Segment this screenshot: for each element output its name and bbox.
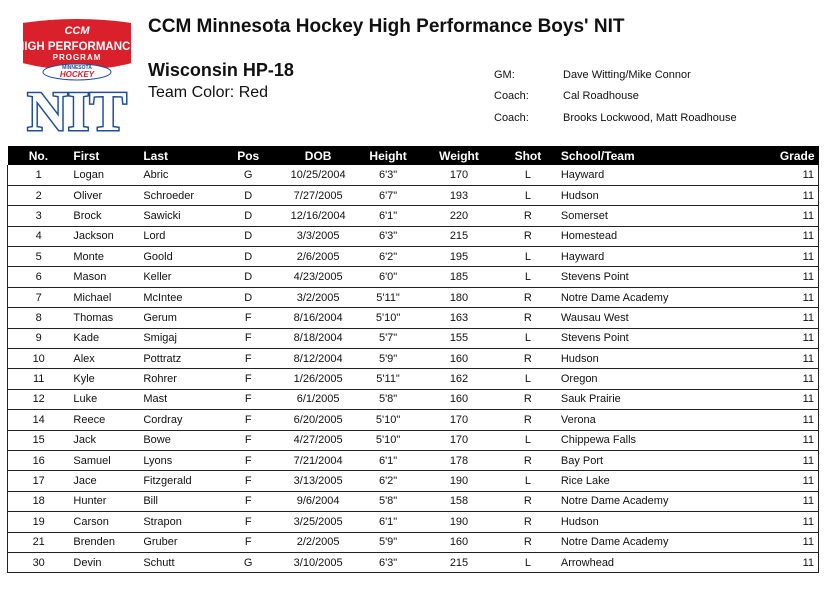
cell-school: Sauk Prairie	[557, 389, 743, 409]
cell-pos: F	[217, 369, 279, 389]
cell-no: 4	[8, 226, 70, 246]
cell-grade: 11	[743, 185, 819, 205]
column-header-pos: Pos	[217, 146, 279, 165]
table-row	[8, 512, 819, 532]
cell-weight: 170	[419, 165, 499, 185]
cell-no: 12	[8, 389, 70, 409]
cell-school: Somerset	[557, 206, 743, 226]
cell-school: Verona	[557, 410, 743, 430]
cell-grade: 11	[743, 226, 819, 246]
cell-last: Bill	[139, 491, 217, 511]
cell-shot: L	[499, 552, 557, 572]
cell-height: 6'1"	[357, 512, 419, 532]
cell-no: 5	[8, 247, 70, 267]
logo-line2: PROGRAM	[52, 53, 102, 62]
cell-dob: 3/10/2005	[279, 552, 357, 572]
cell-shot: R	[499, 226, 557, 246]
cell-dob: 9/6/2004	[279, 491, 357, 511]
cell-weight: 160	[419, 349, 499, 369]
cell-last: Sawicki	[139, 206, 217, 226]
cell-dob: 2/6/2005	[279, 247, 357, 267]
cell-first: Brock	[69, 206, 139, 226]
cell-last: Goold	[139, 247, 217, 267]
cell-height: 5'8"	[357, 491, 419, 511]
cell-height: 6'3"	[357, 226, 419, 246]
cell-pos: F	[217, 450, 279, 470]
table-row	[8, 165, 819, 185]
column-header-last: Last	[139, 146, 217, 165]
cell-grade: 11	[743, 165, 819, 185]
table-row	[8, 471, 819, 491]
table-row	[8, 491, 819, 511]
cell-grade: 11	[743, 512, 819, 532]
cell-shot: R	[499, 287, 557, 307]
cell-no: 11	[8, 369, 70, 389]
cell-no: 14	[8, 410, 70, 430]
cell-first: Thomas	[69, 308, 139, 328]
cell-school: Stevens Point	[557, 267, 743, 287]
cell-height: 6'1"	[357, 450, 419, 470]
column-header-no: No.	[8, 146, 70, 165]
cell-grade: 11	[743, 450, 819, 470]
cell-school: Wausau West	[557, 308, 743, 328]
column-header-grade: Grade	[743, 146, 819, 165]
table-row	[8, 328, 819, 348]
cell-first: Samuel	[69, 450, 139, 470]
roster-table	[7, 146, 819, 573]
cell-pos: D	[217, 185, 279, 205]
table-row	[8, 206, 819, 226]
table-row	[8, 369, 819, 389]
table-row	[8, 349, 819, 369]
nit-logo	[14, 12, 140, 136]
cell-first: Mason	[69, 267, 139, 287]
cell-weight: 158	[419, 491, 499, 511]
cell-last: Keller	[139, 267, 217, 287]
cell-height: 6'2"	[357, 247, 419, 267]
cell-height: 5'8"	[357, 389, 419, 409]
cell-height: 5'9"	[357, 349, 419, 369]
cell-last: Lyons	[139, 450, 217, 470]
cell-no: 15	[8, 430, 70, 450]
cell-dob: 10/25/2004	[279, 165, 357, 185]
cell-last: Fitzgerald	[139, 471, 217, 491]
cell-no: 8	[8, 308, 70, 328]
cell-height: 6'3"	[357, 552, 419, 572]
cell-pos: D	[217, 267, 279, 287]
cell-height: 5'11"	[357, 287, 419, 307]
cell-height: 5'10"	[357, 430, 419, 450]
cell-grade: 11	[743, 369, 819, 389]
cell-height: 6'0"	[357, 267, 419, 287]
cell-no: 9	[8, 328, 70, 348]
column-header-height: Height	[357, 146, 419, 165]
cell-pos: F	[217, 512, 279, 532]
cell-first: Oliver	[69, 185, 139, 205]
cell-school: Notre Dame Academy	[557, 491, 743, 511]
table-header-row	[8, 146, 819, 165]
cell-weight: 160	[419, 532, 499, 552]
cell-dob: 1/26/2005	[279, 369, 357, 389]
cell-shot: R	[499, 206, 557, 226]
cell-pos: F	[217, 471, 279, 491]
cell-last: Gruber	[139, 532, 217, 552]
cell-school: Notre Dame Academy	[557, 532, 743, 552]
staff-role: GM:	[494, 68, 515, 81]
cell-first: Devin	[69, 552, 139, 572]
cell-last: Rohrer	[139, 369, 217, 389]
cell-dob: 8/18/2004	[279, 328, 357, 348]
cell-first: Alex	[69, 349, 139, 369]
table-row	[8, 410, 819, 430]
cell-dob: 3/2/2005	[279, 287, 357, 307]
cell-pos: F	[217, 410, 279, 430]
cell-shot: R	[499, 491, 557, 511]
cell-no: 7	[8, 287, 70, 307]
cell-weight: 195	[419, 247, 499, 267]
cell-grade: 11	[743, 328, 819, 348]
cell-first: Brenden	[69, 532, 139, 552]
column-header-weight: Weight	[419, 146, 499, 165]
cell-first: Hunter	[69, 491, 139, 511]
cell-school: Hayward	[557, 165, 743, 185]
cell-weight: 185	[419, 267, 499, 287]
table-row	[8, 389, 819, 409]
cell-dob: 4/23/2005	[279, 267, 357, 287]
logo-brand: CCM	[64, 25, 90, 37]
cell-last: McIntee	[139, 287, 217, 307]
cell-first: Jack	[69, 430, 139, 450]
cell-grade: 11	[743, 491, 819, 511]
team-name: Wisconsin HP-18	[148, 60, 294, 80]
table-row	[8, 532, 819, 552]
cell-weight: 170	[419, 430, 499, 450]
cell-no: 6	[8, 267, 70, 287]
cell-first: Monte	[69, 247, 139, 267]
cell-no: 16	[8, 450, 70, 470]
staff-row-coach	[494, 107, 737, 129]
staff-role: Coach:	[494, 111, 529, 124]
column-header-school: School/Team	[557, 146, 743, 165]
cell-height: 5'7"	[357, 328, 419, 348]
cell-shot: R	[499, 512, 557, 532]
cell-pos: F	[217, 491, 279, 511]
page-title: CCM Minnesota Hockey High Performance Boys' NIT	[148, 16, 625, 37]
cell-last: Schroeder	[139, 185, 217, 205]
cell-grade: 11	[743, 287, 819, 307]
cell-dob: 2/2/2005	[279, 532, 357, 552]
cell-weight: 220	[419, 206, 499, 226]
cell-shot: L	[499, 328, 557, 348]
cell-grade: 11	[743, 471, 819, 491]
cell-first: Jace	[69, 471, 139, 491]
cell-weight: 162	[419, 369, 499, 389]
cell-shot: L	[499, 430, 557, 450]
table-row	[8, 308, 819, 328]
cell-last: Strapon	[139, 512, 217, 532]
table-row	[8, 267, 819, 287]
cell-no: 30	[8, 552, 70, 572]
cell-weight: 178	[419, 450, 499, 470]
cell-height: 6'3"	[357, 165, 419, 185]
cell-shot: R	[499, 532, 557, 552]
cell-pos: G	[217, 552, 279, 572]
cell-height: 6'7"	[357, 185, 419, 205]
cell-first: Carson	[69, 512, 139, 532]
nit-logo-graphic	[14, 12, 140, 136]
cell-school: Hudson	[557, 512, 743, 532]
cell-last: Cordray	[139, 410, 217, 430]
cell-no: 17	[8, 471, 70, 491]
staff-name: Brooks Lockwood, Matt Roadhouse	[563, 111, 737, 124]
cell-weight: 180	[419, 287, 499, 307]
cell-weight: 160	[419, 389, 499, 409]
cell-height: 6'1"	[357, 206, 419, 226]
cell-no: 19	[8, 512, 70, 532]
team-color: Team Color: Red	[148, 84, 269, 101]
cell-school: Stevens Point	[557, 328, 743, 348]
roster-body	[8, 165, 819, 573]
table-row	[8, 226, 819, 246]
cell-last: Mast	[139, 389, 217, 409]
cell-school: Arrowhead	[557, 552, 743, 572]
logo-line4: HOCKEY	[59, 70, 95, 79]
staff-row-gm	[494, 64, 737, 86]
logo-nit: NIT	[27, 81, 127, 136]
cell-weight: 163	[419, 308, 499, 328]
table-row	[8, 430, 819, 450]
column-header-shot: Shot	[499, 146, 557, 165]
cell-school: Notre Dame Academy	[557, 287, 743, 307]
cell-school: Homestead	[557, 226, 743, 246]
cell-grade: 11	[743, 308, 819, 328]
cell-pos: F	[217, 532, 279, 552]
cell-height: 5'11"	[357, 369, 419, 389]
logo-line3: MINNESOTA	[62, 65, 92, 71]
cell-no: 21	[8, 532, 70, 552]
cell-no: 18	[8, 491, 70, 511]
cell-shot: L	[499, 267, 557, 287]
table-row	[8, 247, 819, 267]
cell-last: Smigaj	[139, 328, 217, 348]
table-row	[8, 287, 819, 307]
logo-line1: HIGH PERFORMANCE	[15, 41, 139, 53]
cell-no: 2	[8, 185, 70, 205]
cell-weight: 190	[419, 471, 499, 491]
cell-first: Kade	[69, 328, 139, 348]
cell-dob: 3/3/2005	[279, 226, 357, 246]
cell-no: 3	[8, 206, 70, 226]
cell-last: Abric	[139, 165, 217, 185]
cell-grade: 11	[743, 247, 819, 267]
cell-pos: D	[217, 206, 279, 226]
cell-no: 10	[8, 349, 70, 369]
cell-grade: 11	[743, 532, 819, 552]
table-row	[8, 185, 819, 205]
cell-pos: F	[217, 308, 279, 328]
cell-height: 5'10"	[357, 308, 419, 328]
cell-pos: F	[217, 349, 279, 369]
cell-weight: 193	[419, 185, 499, 205]
cell-pos: G	[217, 165, 279, 185]
cell-school: Oregon	[557, 369, 743, 389]
cell-school: Chippewa Falls	[557, 430, 743, 450]
column-header-dob: DOB	[279, 146, 357, 165]
cell-dob: 6/1/2005	[279, 389, 357, 409]
cell-dob: 7/21/2004	[279, 450, 357, 470]
cell-pos: F	[217, 430, 279, 450]
cell-grade: 11	[743, 267, 819, 287]
cell-shot: L	[499, 185, 557, 205]
cell-shot: L	[499, 471, 557, 491]
cell-dob: 8/12/2004	[279, 349, 357, 369]
cell-dob: 7/27/2005	[279, 185, 357, 205]
staff-name: Cal Roadhouse	[563, 90, 639, 103]
cell-grade: 11	[743, 410, 819, 430]
cell-grade: 11	[743, 206, 819, 226]
cell-last: Pottratz	[139, 349, 217, 369]
cell-height: 6'2"	[357, 471, 419, 491]
cell-weight: 190	[419, 512, 499, 532]
cell-grade: 11	[743, 552, 819, 572]
cell-first: Logan	[69, 165, 139, 185]
cell-no: 1	[8, 165, 70, 185]
cell-weight: 215	[419, 552, 499, 572]
cell-first: Jackson	[69, 226, 139, 246]
cell-height: 5'10"	[357, 410, 419, 430]
cell-dob: 3/13/2005	[279, 471, 357, 491]
cell-pos: D	[217, 287, 279, 307]
cell-last: Gerum	[139, 308, 217, 328]
cell-first: Michael	[69, 287, 139, 307]
table-row	[8, 450, 819, 470]
cell-school: Hayward	[557, 247, 743, 267]
cell-last: Schutt	[139, 552, 217, 572]
cell-first: Kyle	[69, 369, 139, 389]
cell-grade: 11	[743, 389, 819, 409]
cell-last: Bowe	[139, 430, 217, 450]
cell-school: Rice Lake	[557, 471, 743, 491]
cell-weight: 215	[419, 226, 499, 246]
cell-dob: 4/27/2005	[279, 430, 357, 450]
staff-role: Coach:	[494, 90, 529, 103]
cell-school: Hudson	[557, 349, 743, 369]
cell-dob: 8/16/2004	[279, 308, 357, 328]
staff-name: Dave Witting/Mike Connor	[563, 68, 691, 81]
cell-first: Luke	[69, 389, 139, 409]
cell-dob: 6/20/2005	[279, 410, 357, 430]
cell-shot: R	[499, 410, 557, 430]
cell-shot: R	[499, 450, 557, 470]
cell-pos: D	[217, 226, 279, 246]
column-header-first: First	[69, 146, 139, 165]
cell-grade: 11	[743, 430, 819, 450]
cell-pos: F	[217, 389, 279, 409]
cell-last: Lord	[139, 226, 217, 246]
cell-pos: D	[217, 247, 279, 267]
cell-dob: 3/25/2005	[279, 512, 357, 532]
staff-list	[494, 64, 737, 129]
cell-weight: 155	[419, 328, 499, 348]
cell-shot: L	[499, 369, 557, 389]
cell-shot: R	[499, 308, 557, 328]
cell-school: Hudson	[557, 185, 743, 205]
cell-height: 5'9"	[357, 532, 419, 552]
cell-shot: R	[499, 349, 557, 369]
cell-first: Reece	[69, 410, 139, 430]
staff-row-coach	[494, 86, 737, 108]
cell-weight: 170	[419, 410, 499, 430]
cell-school: Bay Port	[557, 450, 743, 470]
cell-dob: 12/16/2004	[279, 206, 357, 226]
cell-shot: L	[499, 165, 557, 185]
cell-pos: F	[217, 328, 279, 348]
cell-shot: R	[499, 389, 557, 409]
cell-grade: 11	[743, 349, 819, 369]
cell-shot: L	[499, 247, 557, 267]
table-row	[8, 552, 819, 572]
